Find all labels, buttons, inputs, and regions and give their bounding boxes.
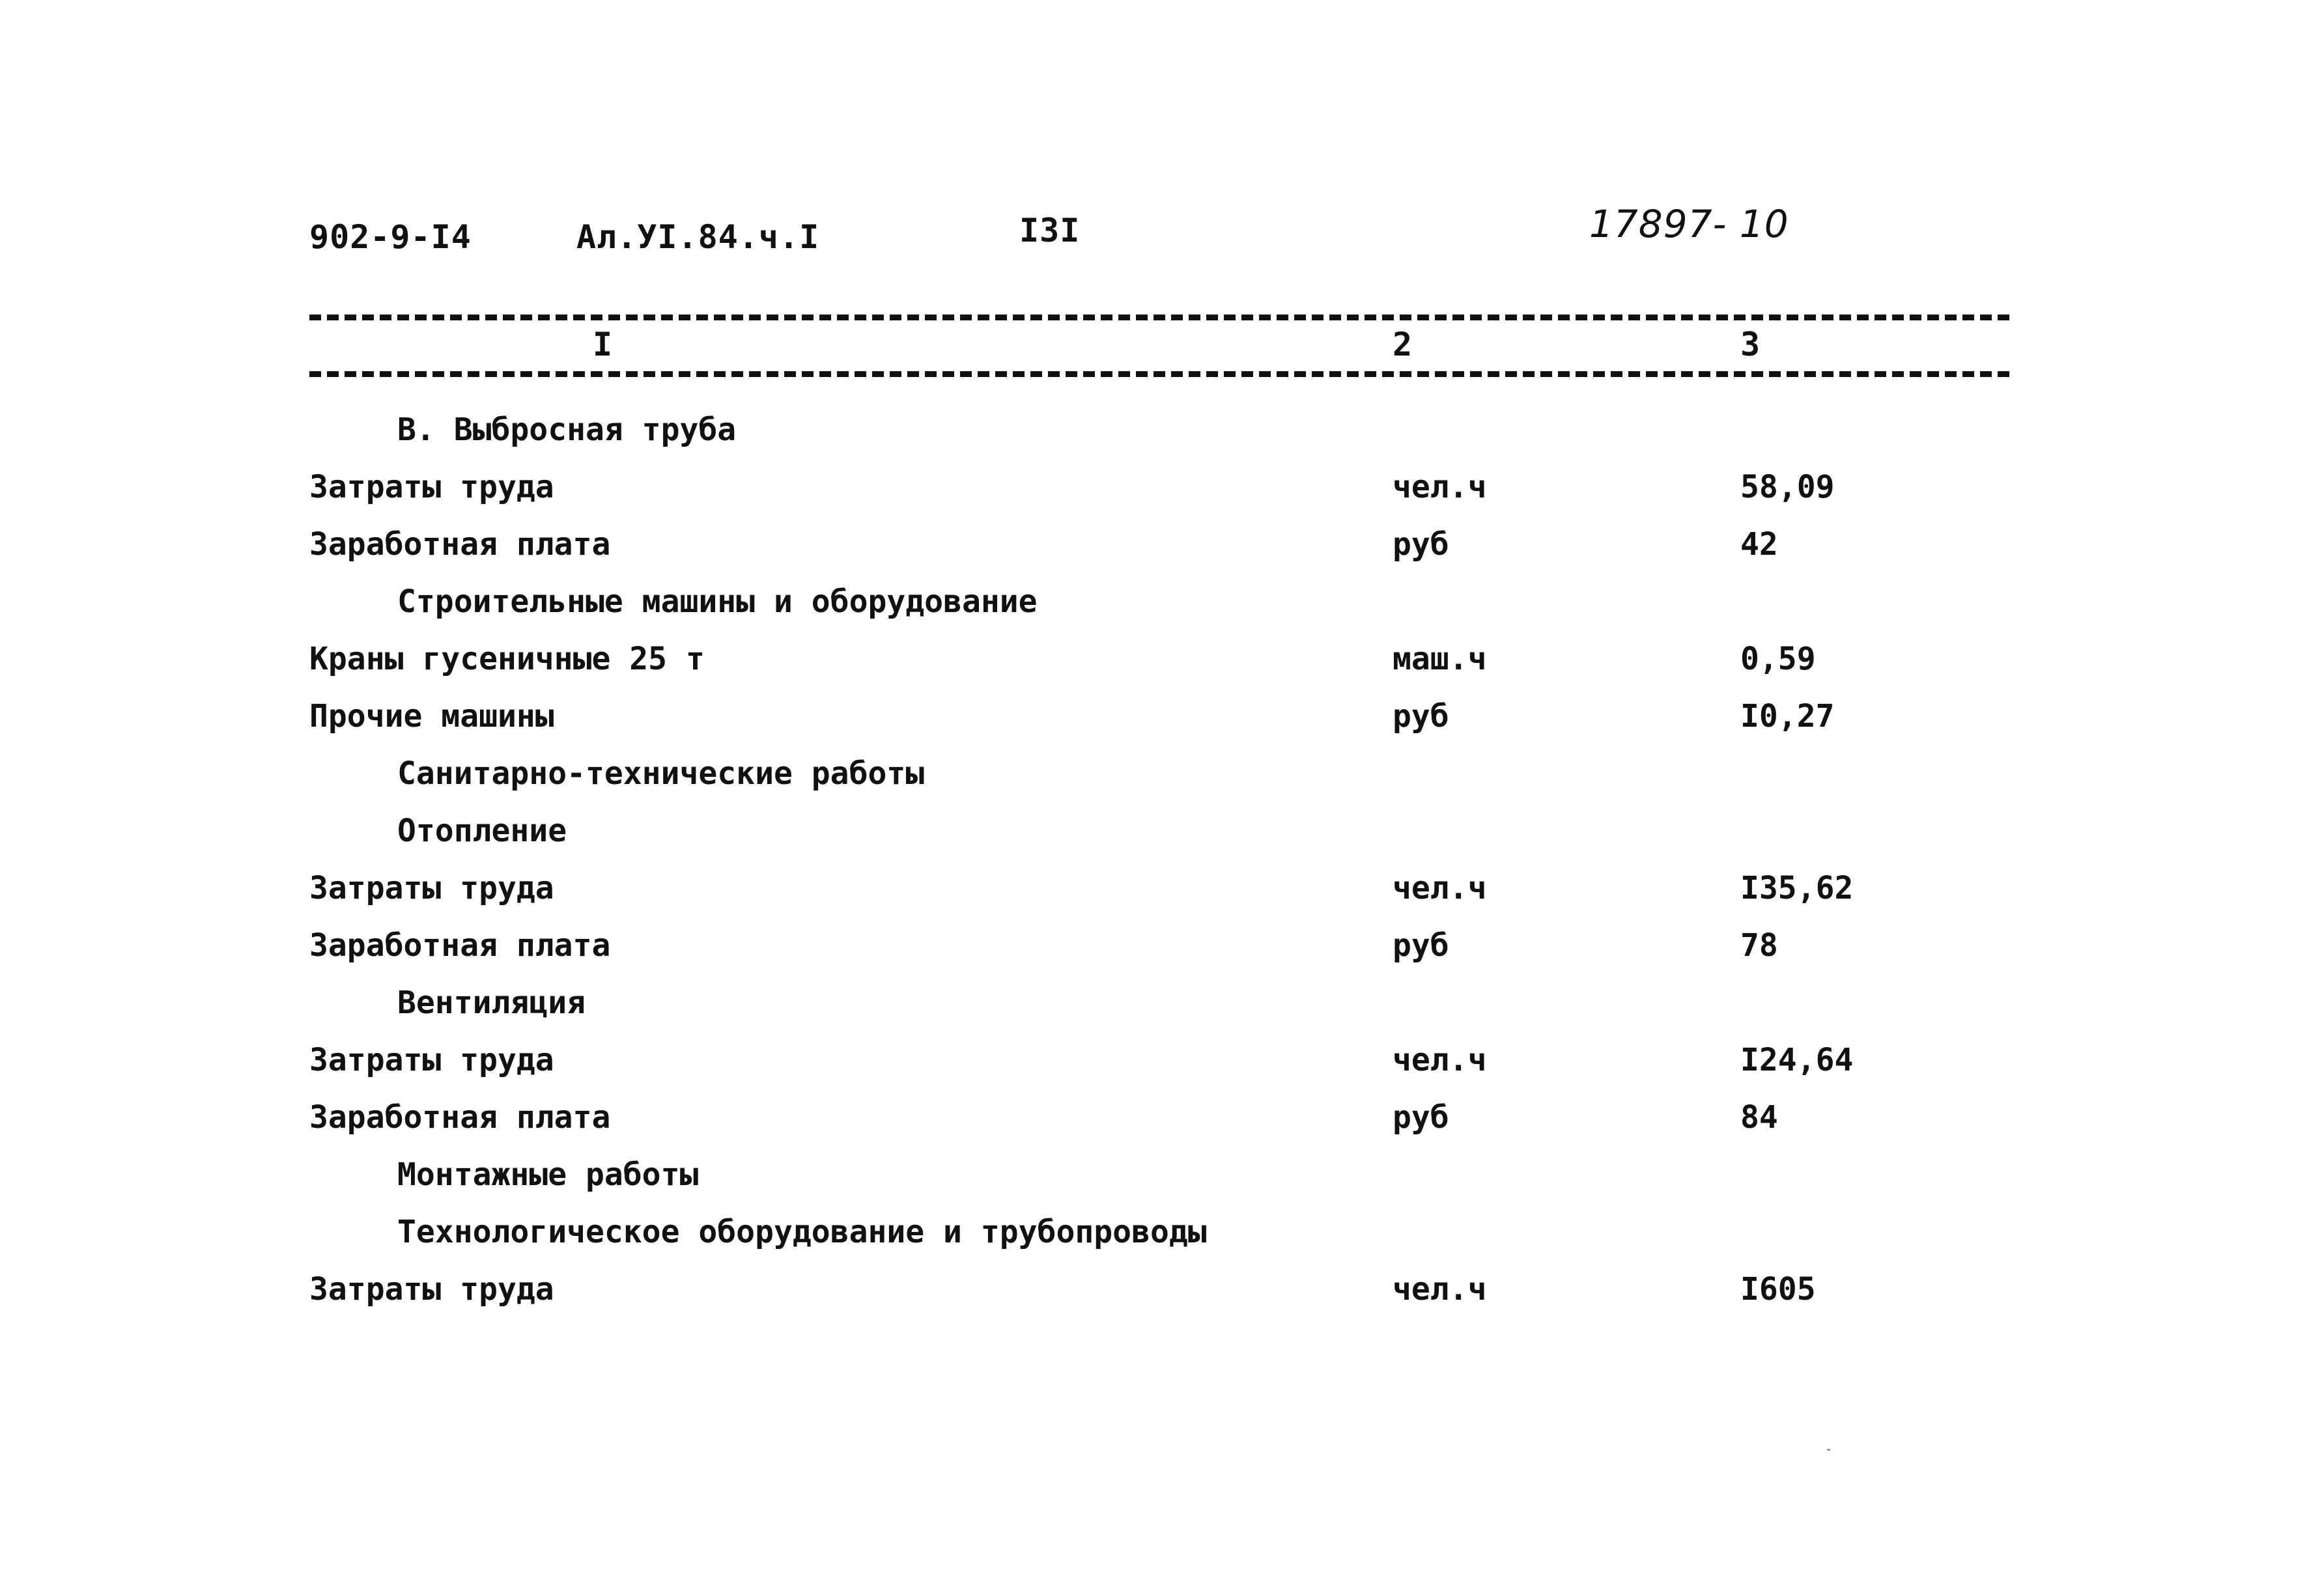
scan-speck: [1827, 1449, 1830, 1451]
row-name: Затраты труда: [309, 1042, 554, 1078]
row-name: Краны гусеничные 25 т: [309, 641, 705, 677]
row-unit: маш.ч: [1393, 641, 1487, 677]
row-unit: руб: [1393, 1099, 1449, 1136]
row-name: Затраты труда: [309, 1271, 554, 1308]
row-value: 84: [1740, 1099, 1778, 1136]
table-header-rule: [309, 371, 2009, 377]
row-value: I24,64: [1740, 1042, 1854, 1078]
table-row: [0, 1042, 2307, 1094]
column-header-3: 3: [1740, 326, 1761, 363]
row-value: I605: [1740, 1271, 1816, 1308]
row-name: В. Выбросная труба: [397, 412, 737, 448]
row-unit: руб: [1393, 927, 1449, 964]
table-row: [0, 1099, 2307, 1151]
row-value: 42: [1740, 526, 1778, 563]
row-value: I0,27: [1740, 698, 1835, 735]
table-row: [0, 813, 2307, 865]
document-code: 902-9-I4: [309, 218, 472, 256]
row-name: Монтажные работы: [397, 1156, 699, 1193]
column-header-1: I: [593, 326, 613, 363]
row-name: Вентиляция: [397, 985, 586, 1021]
row-unit: чел.ч: [1393, 870, 1487, 906]
row-name: Заработная плата: [309, 1099, 611, 1136]
row-unit: руб: [1393, 526, 1449, 563]
row-name: Технологическое оборудование и трубопроводы: [397, 1214, 1207, 1250]
row-value: 0,59: [1740, 641, 1816, 677]
row-value: I35,62: [1740, 870, 1854, 906]
row-name: Заработная плата: [309, 526, 611, 563]
handwritten-doc-number: 17897- 10: [1589, 202, 1789, 246]
row-value: 78: [1740, 927, 1778, 964]
table-row: [0, 1214, 2307, 1266]
table-row: [0, 412, 2307, 464]
table-row: [0, 755, 2307, 807]
row-name: Заработная плата: [309, 927, 611, 964]
row-unit: чел.ч: [1393, 1271, 1487, 1308]
row-name: Затраты труда: [309, 469, 554, 505]
table-row: [0, 927, 2307, 979]
row-unit: чел.ч: [1393, 1042, 1487, 1078]
row-value: 58,09: [1740, 469, 1835, 505]
row-name: Затраты труда: [309, 870, 554, 906]
row-unit: руб: [1393, 698, 1449, 735]
table-row: [0, 1271, 2307, 1323]
table-top-rule: [309, 315, 2009, 320]
table-row: [0, 583, 2307, 636]
row-name: Прочие машины: [309, 698, 554, 735]
table-row: [0, 526, 2307, 578]
table-row: [0, 870, 2307, 922]
row-name: Строительные машины и оборудование: [397, 583, 1038, 620]
column-header-2: 2: [1393, 326, 1413, 363]
table-row: [0, 1156, 2307, 1209]
row-unit: чел.ч: [1393, 469, 1487, 505]
table-row: [0, 469, 2307, 521]
table-row: [0, 641, 2307, 693]
album-reference: Ал.УI.84.ч.I: [576, 218, 820, 256]
row-name: Отопление: [397, 813, 567, 849]
table-row: [0, 985, 2307, 1037]
row-name: Санитарно-технические работы: [397, 755, 925, 792]
table-row: [0, 698, 2307, 750]
page-number: I3I: [1019, 212, 1081, 249]
